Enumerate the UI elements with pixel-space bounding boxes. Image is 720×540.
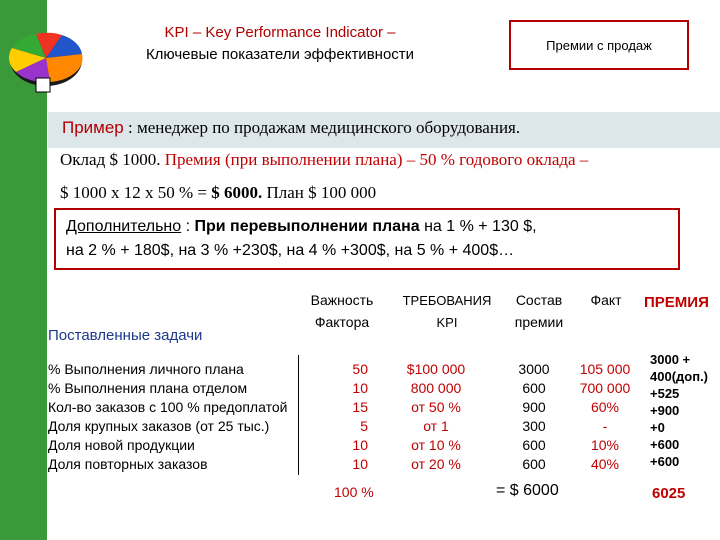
bonus-total: 6025 [652,485,686,502]
composition-cell: 300 [522,418,546,434]
pie-chart-icon [6,18,86,98]
slide-title [90,22,470,66]
premia-label-box [509,20,689,70]
header-importance-2: Фактора [314,314,370,330]
kpi-cell: 800 000 [410,380,462,396]
fact-cell: 60% [590,399,620,415]
composition-cell: 600 [522,380,546,396]
header-bonus: ПРЕМИЯ [644,294,709,311]
fact-cell: 105 000 [579,361,631,377]
kpi-cell: от 10 % [411,437,461,453]
weight-cell: 15 [352,399,368,415]
header-composition-2: премии [514,314,564,330]
kpi-cell: от 20 % [411,456,461,472]
extra-line2: на 2 % + 180$, на 3 % +230$, на 4 % +300$, на 5 % + 400$… [66,242,515,259]
header-composition [504,289,574,333]
weight-cell: 10 [352,380,368,396]
composition-column [504,360,564,474]
header-importance-1: Важность [310,292,374,308]
kpi-cell: от 50 % [411,399,461,415]
fact-cell: 10% [590,437,620,453]
salary-text: Премия (при выполнении плана) – 50 % годового оклада – [160,150,589,169]
composition-cell: 600 [522,437,546,453]
header-requirements-2: KPI [436,315,458,330]
header-composition-1: Состав [515,292,563,308]
kpi-column [396,360,476,474]
fact-cell: 700 000 [579,380,631,396]
extra-line1-rest: на 1 % + 130 $, [419,218,537,235]
header-requirements-1: ТРЕБОВАНИЯ [402,293,492,308]
task-cell: Доля повторных заказов [48,456,208,472]
example-line [62,118,520,138]
fact-column [570,360,640,474]
salary-line [60,150,588,170]
table-divider [298,355,299,475]
weight-cell: 5 [360,418,368,434]
header-fact: Факт [590,292,622,308]
task-cell: Доля крупных заказов (от 25 тыс.) [48,418,270,434]
header-requirements [392,290,502,334]
calc-line [60,183,376,203]
title-line-1: KPI – Key Performance Indicator – [164,24,396,41]
extra-bonus-box [54,208,680,270]
task-cell: % Выполнения личного плана [48,361,244,377]
premia-label: Премии с продаж [546,37,652,53]
fact-cell: - [602,418,608,434]
extra-bold: При перевыполнении плана [194,218,420,235]
bonus-cell: 3000 + [650,352,691,367]
salary-prefix: Оклад $ 1000. [60,150,161,169]
header-importance [300,289,384,333]
example-text: : менеджер по продажам медицинского оборудования. [123,118,521,137]
title-line-2: Ключевые показатели эффективности [145,46,415,63]
fact-cell: 40% [590,456,620,472]
header-tasks: Поставленные задачи [48,327,203,344]
calc-result: $ 6000. [211,183,263,202]
task-column [48,360,287,474]
weight-column [330,360,368,474]
bonus-cell: +600 [650,454,680,469]
weight-cell: 10 [352,456,368,472]
weight-cell: 10 [352,437,368,453]
composition-cell: 3000 [518,361,550,377]
calc-text: $ 1000 х 12 х 50 % = [60,183,212,202]
composition-cell: 900 [522,399,546,415]
bonus-cell: +0 [650,420,665,435]
composition-cell: 600 [522,456,546,472]
example-label: Пример [62,118,124,137]
task-cell: Доля новой продукции [48,437,195,453]
weight-total: 100 % [334,484,374,500]
composition-total: = $ 6000 [496,482,559,499]
extra-sep: : [181,218,195,235]
bonus-cell: +525 [650,386,680,401]
task-cell: % Выполнения плана отделом [48,380,248,396]
bonus-cell: +600 [650,437,680,452]
calc-plan: План $ 100 000 [262,183,377,202]
task-cell: Кол-во заказов с 100 % предоплатой [48,399,288,415]
bonus-cell: 400(доп.) [650,369,709,384]
bonus-cell: +900 [650,403,680,418]
kpi-cell: от 1 [423,418,449,434]
extra-label: Дополнительно [66,218,182,235]
bonus-column [650,351,708,470]
weight-cell: 50 [352,361,368,377]
kpi-cell: $100 000 [406,361,466,377]
